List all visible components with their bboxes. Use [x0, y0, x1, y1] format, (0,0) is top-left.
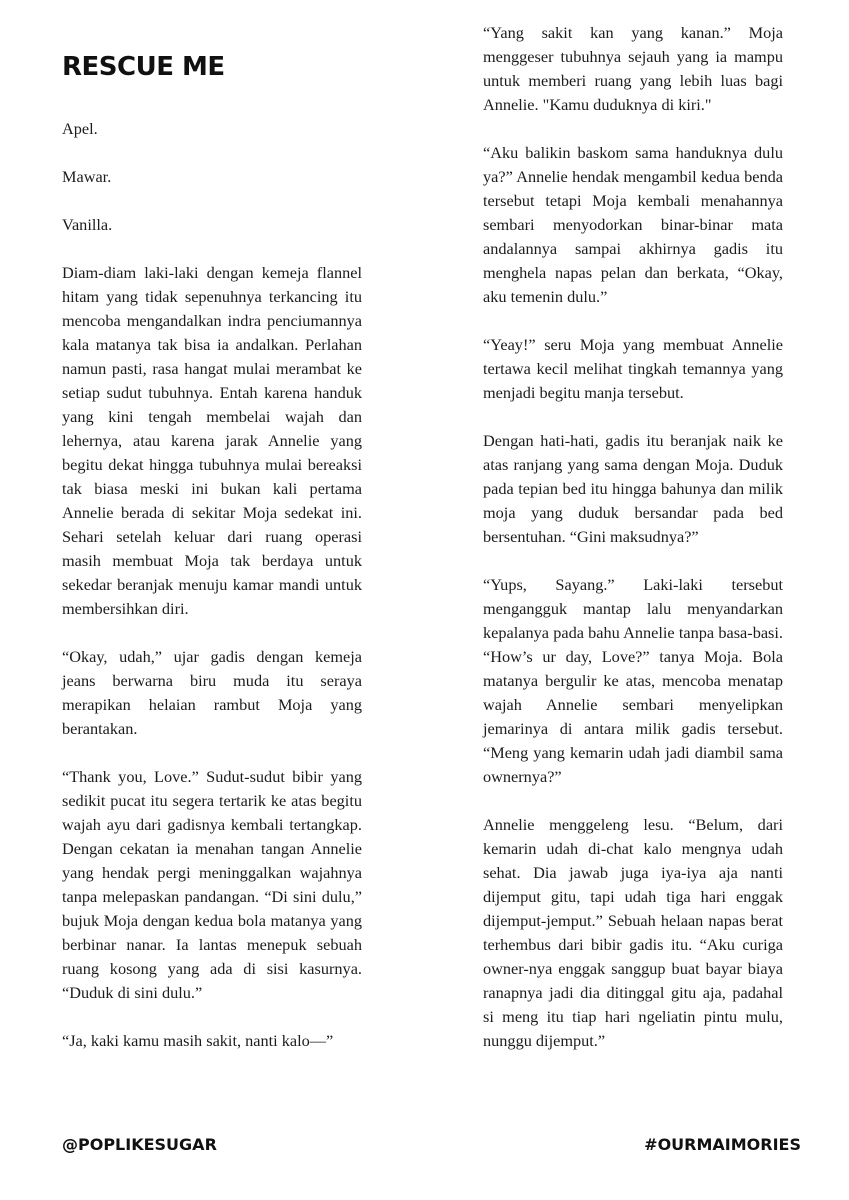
paragraph: “Aku balikin baskom sama handuknya dulu ya?” Annelie hendak mengambil kedua benda tersebut tetapi Moja kembali menahannya sembari menyodorkan binar-binar mata andalannya sampai akhirnya gadis itu menghela napas pelan dan berkata, “Okay, aku temenin dulu.”	[483, 143, 783, 306]
paragraph: “Ja, kaki kamu masih sakit, nanti kalo—”	[62, 1031, 334, 1050]
paragraph: Diam-diam laki-laki dengan kemeja flannel hitam yang tidak sepenuhnya terkancing itu mencoba mengandalkan indra penciumannya kala matanya tak bisa ia andalkan. Perlahan namun pasti, rasa hangat mulai merambat ke setiap sudut tubuhnya. Entah karena handuk yang kini tengah membelai wajah dan lehernya, atau karena jarak Annelie yang begitu dekat hingga tubuhnya mulai bereaksi tak biasa meski ini bukan kali pertama Annelie berada di sekitar Moja sedekat ini. Sehari setelah keluar dari ruang operasi masih membuat Moja tak berdaya untuk sekedar beranjak menuju kamar mandi untuk membersihkan diri.	[62, 263, 362, 618]
paragraph: “Yang sakit kan yang kanan.” Moja menggeser tubuhnya sejauh yang ia mampu untuk memberi ruang yang lebih luas bagi Annelie. "Kamu duduknya di kiri."	[483, 23, 783, 114]
story-title: RESCUE ME	[62, 52, 225, 82]
series-hashtag: #OURMAIMORIES	[644, 1135, 801, 1154]
paragraph: Apel.	[62, 119, 98, 138]
paragraph: Vanilla.	[62, 215, 113, 234]
left-column	[62, 117, 362, 1077]
author-handle: @POPLIKESUGAR	[62, 1135, 217, 1154]
paragraph: Mawar.	[62, 167, 112, 186]
paragraph: “Yups, Sayang.” Laki-laki tersebut mengangguk mantap lalu menyandarkan kepalanya pada bahu Annelie tanpa basa-basi. “How’s ur day, Love?” tanya Moja. Bola matanya bergulir ke atas, mencoba menatap wajah Annelie sembari menyelipkan jemarinya di antara milik gadis tersebut. “Meng yang kemarin udah jadi diambil sama ownernya?”	[483, 575, 783, 786]
right-column	[483, 21, 783, 1077]
paragraph: “Yeay!” seru Moja yang membuat Annelie tertawa kecil melihat tingkah temannya yang menjadi begitu manja tersebut.	[483, 335, 783, 402]
paragraph: “Thank you, Love.” Sudut-sudut bibir yang sedikit pucat itu segera tertarik ke atas begitu wajah ayu dari gadisnya kembali tertangkap. Dengan cekatan ia menahan tangan Annelie yang hendak pergi meninggalkan wajahnya tanpa melepaskan pandangan. “Di sini dulu,” bujuk Moja dengan kedua bola matanya yang berbinar nanar. Ia lantas menepuk sebuah ruang kosong yang ada di sisi kasurnya. “Duduk di sini dulu.”	[62, 767, 362, 1002]
paragraph: Dengan hati-hati, gadis itu beranjak naik ke atas ranjang yang sama dengan Moja. Duduk pada tepian bed itu hingga bahunya dan milik moja yang duduk bersandar pada bed bersentuhan. “Gini maksudnya?”	[483, 431, 783, 546]
paragraph: Annelie menggeleng lesu. “Belum, dari kemarin udah di-chat kalo mengnya udah sehat. Dia jawab juga iya-iya aja nanti dijemput gitu, tapi udah tiga hari enggak dijemput-jemput.” Sebuah helaan napas berat terhembus dari bibir gadis itu. “Aku curiga owner-nya enggak sanggup buat bayar biaya ranapnya jadi dia ditinggal gitu aja, padahal si meng itu tiap hari ngeliatin pintu mulu, nunggu dijemput.”	[483, 815, 783, 1050]
paragraph: “Okay, udah,” ujar gadis dengan kemeja jeans berwarna biru muda itu seraya merapikan helaian rambut Moja yang berantakan.	[62, 647, 362, 738]
